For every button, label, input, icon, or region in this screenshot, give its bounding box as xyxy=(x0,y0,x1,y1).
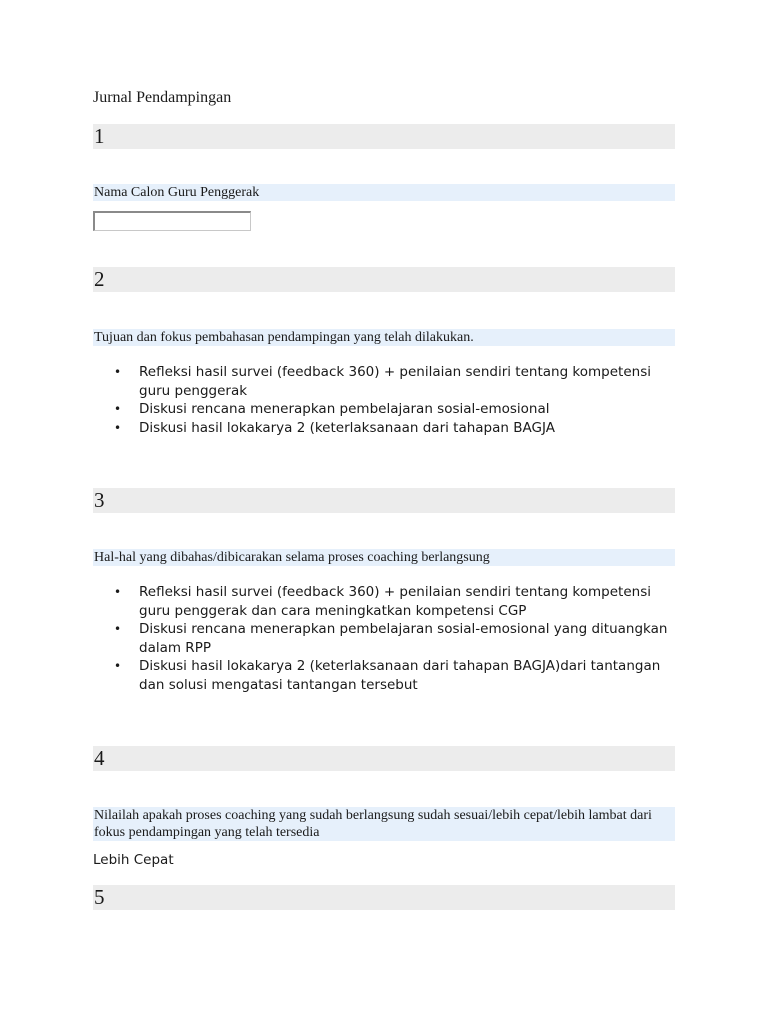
section-3-bullet-list xyxy=(93,583,675,695)
list-item: • Diskusi rencana menerapkan pembelajaran sosial-emosional yang dituangkan dalam RPP xyxy=(114,621,668,656)
section-4-answer: Lebih Cepat xyxy=(93,852,174,868)
bullet-icon: • xyxy=(114,659,122,674)
bullet-icon: • xyxy=(114,622,122,637)
list-item: • Refleksi hasil survei (feedback 360) + penilaian sendiri tentang kompetensi guru penggerak xyxy=(114,364,651,399)
section-2-number: 2 xyxy=(93,267,675,292)
section-5-number: 5 xyxy=(93,885,675,910)
bullet-icon: • xyxy=(114,420,122,435)
section-3-question: Hal-hal yang dibahas/dibicarakan selama proses coaching berlangsung xyxy=(93,549,675,566)
list-item: • Refleksi hasil survei (feedback 360) + penilaian sendiri tentang kompetensi guru penggerak dan cara meningkatkan kompetensi CGP xyxy=(114,584,651,619)
bullet-icon: • xyxy=(114,365,122,379)
section-4-question: Nilailah apakah proses coaching yang sudah berlangsung sudah sesuai/lebih cepat/lebih lambat dari fokus pendampingan yang telah tersedia xyxy=(93,807,675,841)
section-1-question: Nama Calon Guru Penggerak xyxy=(93,184,675,201)
list-item: • Diskusi hasil lokakarya 2 (keterlaksanaan dari tahapan BAGJA xyxy=(114,419,555,436)
section-4-number: 4 xyxy=(93,746,675,771)
section-2-bullet-list xyxy=(93,363,675,437)
list-item: • Diskusi hasil lokakarya 2 (keterlaksanaan dari tahapan BAGJA)dari tantangan dan solusi mengatasi tantangan tersebut xyxy=(114,658,661,693)
section-2-question: Tujuan dan fokus pembahasan pendampingan yang telah dilakukan. xyxy=(93,329,675,346)
bullet-icon: • xyxy=(114,585,122,599)
section-3-number: 3 xyxy=(93,488,675,513)
document-title: Jurnal Pendampingan xyxy=(93,89,232,106)
calon-guru-name-input[interactable] xyxy=(93,211,251,231)
section-1-number: 1 xyxy=(93,124,675,149)
bullet-icon: • xyxy=(114,402,122,417)
list-item: • Diskusi rencana menerapkan pembelajaran sosial-emosional xyxy=(114,401,550,418)
